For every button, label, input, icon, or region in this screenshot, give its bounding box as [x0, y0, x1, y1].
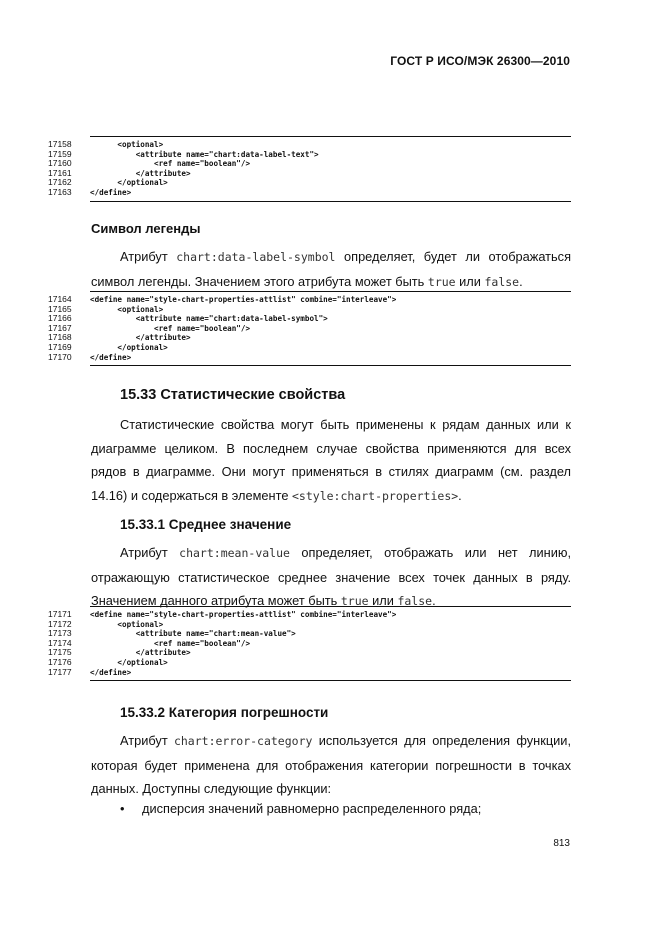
line-number: 17160: [48, 158, 72, 169]
line-number: 17174: [48, 637, 72, 648]
section-15-33-1-paragraph: [91, 541, 571, 614]
code-text: <attribute name="chart:data-label-symbol">: [90, 314, 328, 324]
text-run: определяет, отображать или нет линию, отражающую статистическое среднее значение всех точек данных в ряду. Значением данного атрибута может быть: [91, 545, 572, 608]
code-line: [48, 668, 571, 678]
code-rule-bottom: [90, 365, 571, 366]
code-text: <attribute name="chart:mean-value">: [90, 629, 296, 639]
text-run: Атрибут: [120, 545, 180, 560]
code-text: </optional>: [90, 178, 168, 188]
code-line: [48, 305, 571, 315]
code-text: <ref name="boolean"/>: [90, 323, 251, 333]
code-block-2: [48, 291, 571, 366]
code-text: </attribute>: [90, 168, 191, 178]
text-run: определяет, будет ли отображаться символ легенды. Значением этого атрибута может быть: [91, 249, 572, 289]
code-line: [48, 178, 571, 188]
code-line: [48, 639, 571, 649]
text-run: .: [458, 487, 462, 503]
line-number: 17161: [48, 167, 72, 178]
code-line: [48, 629, 571, 639]
bullet-text: дисперсия значений равномерно распределенного ряда;: [142, 801, 482, 816]
line-number: 17162: [48, 177, 72, 188]
page-number: 813: [553, 838, 570, 849]
code-text: </define>: [90, 667, 132, 677]
code-line: [48, 324, 571, 334]
code-text: </optional>: [90, 342, 168, 352]
code-rule-bottom: [90, 680, 571, 681]
line-number: 17167: [48, 322, 72, 333]
code-rule-top: [90, 136, 571, 137]
code-text: <optional>: [90, 304, 164, 314]
line-number: 17176: [48, 656, 72, 667]
line-number: 17170: [48, 351, 72, 362]
code-text: </define>: [90, 352, 132, 362]
code-line: [48, 610, 571, 620]
code-rule-top: [90, 606, 571, 607]
section-15-33-1-heading: 15.33.1 Среднее значение: [120, 517, 292, 532]
code-line: [48, 343, 571, 353]
code-text: <define name="style-chart-properties-attlist" combine="interleave">: [90, 610, 397, 619]
line-number: 17168: [48, 332, 72, 343]
code-text: </define>: [90, 187, 132, 197]
code-line: [48, 314, 571, 324]
line-number: 17163: [48, 186, 72, 197]
code-text: <attribute name="chart:data-label-text">: [90, 149, 319, 159]
section-15-33-heading: 15.33 Статистические свойства: [120, 387, 346, 403]
code-text: <optional>: [90, 140, 164, 149]
bullet-item: [120, 801, 481, 816]
text-run: .: [432, 593, 436, 608]
line-number: 17175: [48, 647, 72, 658]
code-block-3: [48, 606, 571, 681]
code-text: <ref name="boolean"/>: [90, 159, 251, 169]
code-line: [48, 658, 571, 668]
text-run: или: [368, 593, 398, 608]
line-number: 17172: [48, 618, 72, 629]
text-run: .: [519, 273, 523, 289]
inline-code: false: [484, 274, 520, 289]
text-run: или: [455, 273, 485, 289]
code-line: [48, 159, 571, 169]
inline-code: false: [397, 594, 433, 608]
code-line: [48, 150, 571, 160]
code-text: <define name="style-chart-properties-attlist" combine="interleave">: [90, 295, 397, 304]
text-run: используется для определения функции, которая будет применена для отображения категории погрешности в точках данных. Доступны следующие функции:: [91, 733, 572, 796]
code-line: [48, 169, 571, 179]
inline-code: chart:data-label-symbol: [176, 250, 336, 264]
line-number: 17165: [48, 303, 72, 314]
code-block-1: [48, 136, 571, 202]
text-run: Атрибут: [120, 249, 177, 264]
line-number: 17164: [48, 294, 72, 304]
inline-code: true: [427, 274, 456, 289]
code-rule-bottom: [90, 201, 571, 202]
inline-code: true: [340, 594, 369, 608]
code-line: [48, 333, 571, 343]
legend-symbol-paragraph: [91, 245, 571, 294]
code-text: </attribute>: [90, 333, 191, 343]
legend-symbol-heading: Символ легенды: [91, 221, 201, 236]
standard-header: ГОСТ Р ИСО/МЭК 26300—2010: [390, 54, 570, 68]
code-line: [48, 353, 571, 363]
inline-code: chart:mean-value: [179, 546, 290, 560]
section-15-33-paragraph: [91, 413, 571, 508]
line-number: 17159: [48, 148, 72, 159]
code-text: </attribute>: [90, 648, 191, 658]
code-line: [48, 188, 571, 198]
inline-code: <style:chart-properties>: [292, 488, 459, 503]
code-line: [48, 140, 571, 150]
line-number: 17171: [48, 609, 72, 619]
code-line: [48, 620, 571, 630]
text-run: Статистические свойства могут быть применены к рядам данных или к диаграмме целиком. В последнем случае свойства применяются для всех рядов в диаграмме. Они могут применяться в стилях диаграмм (см. раздел 14.16) и содержаться в элементе: [91, 417, 571, 503]
inline-code: chart:error-category: [173, 734, 313, 748]
code-text: <optional>: [90, 619, 164, 629]
section-15-33-2-paragraph: [91, 729, 571, 801]
text-run: Атрибут: [120, 733, 174, 748]
line-number: 17158: [48, 139, 72, 149]
bullet-marker: •: [120, 801, 125, 816]
code-text: <ref name="boolean"/>: [90, 638, 251, 648]
line-number: 17166: [48, 313, 72, 324]
code-text: </optional>: [90, 657, 168, 667]
line-number: 17169: [48, 341, 72, 352]
section-15-33-2-heading: 15.33.2 Категория погрешности: [120, 705, 329, 720]
code-line: [48, 648, 571, 658]
code-rule-top: [90, 291, 571, 292]
line-number: 17173: [48, 628, 72, 639]
code-line: [48, 295, 571, 305]
line-number: 17177: [48, 666, 72, 677]
